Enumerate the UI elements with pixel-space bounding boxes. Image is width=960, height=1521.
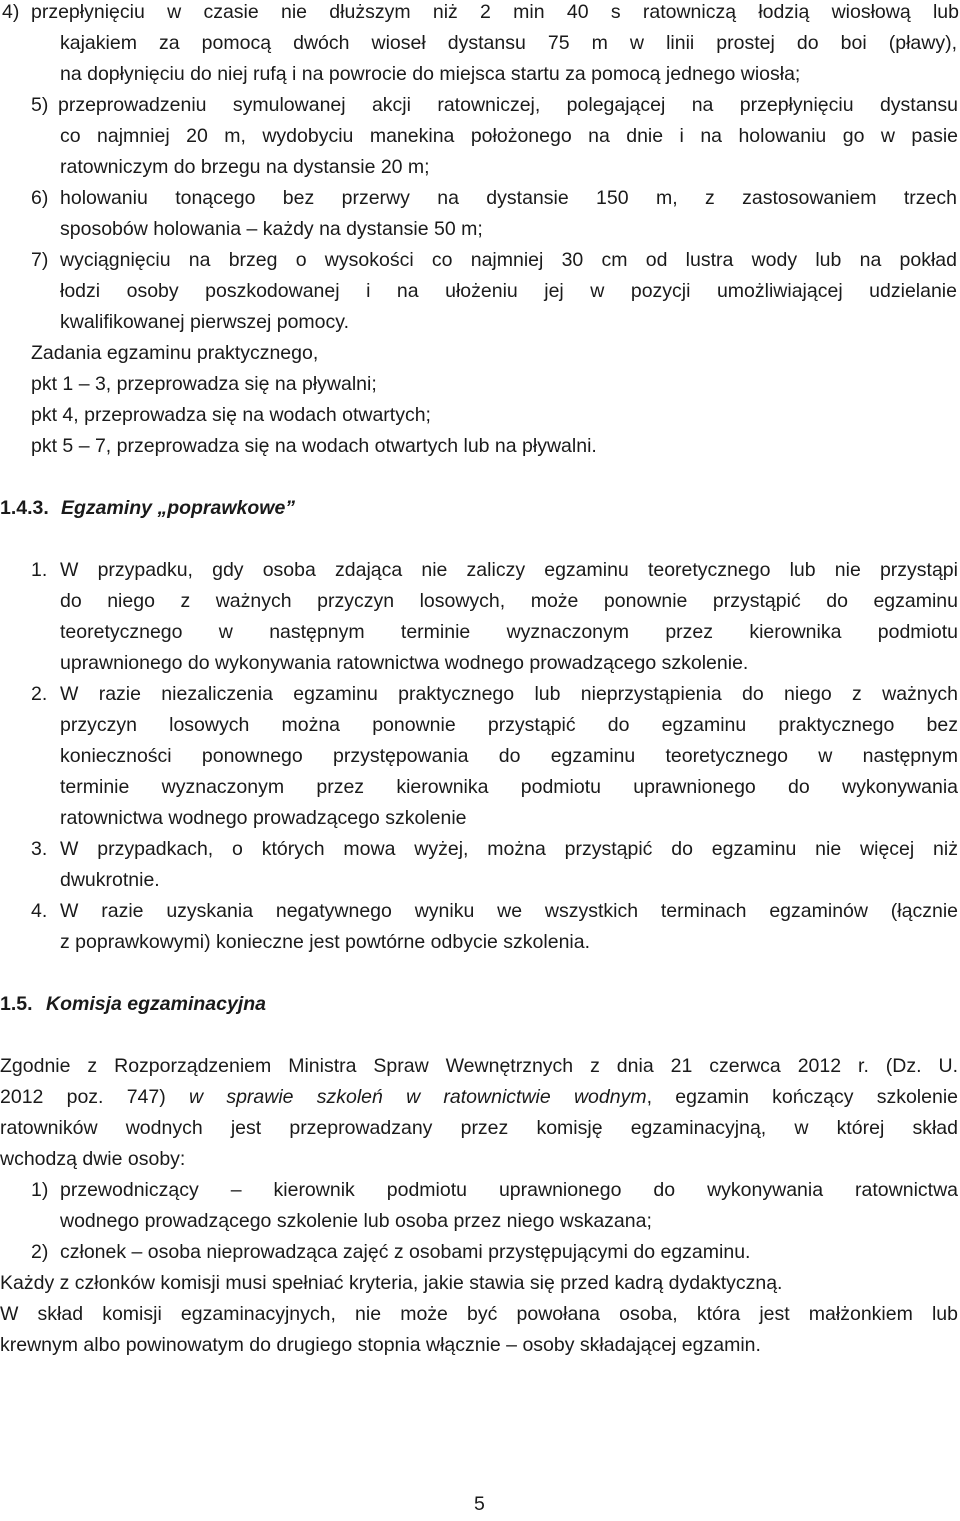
section-number: 1.4.3.	[0, 497, 49, 519]
list-item-text: członek – osoba nieprowadząca zajęć z osobami przystępującymi do egzaminu.	[60, 1241, 751, 1263]
list-item-label: 2)	[31, 1241, 49, 1263]
tasks-heading: Zadania egzaminu praktycznego,	[31, 342, 319, 364]
list-item-text: kwalifikowanej pierwszej pomocy.	[60, 311, 349, 333]
list-item-label: 4)	[2, 1, 20, 23]
list-item-text: teoretycznego w następnym terminie wyznaczonym przez kierownika podmiotu	[60, 621, 958, 643]
list-item-text: wodnego prowadzącego szkolenie lub osoba przez niego wskazana;	[60, 1210, 652, 1232]
list-item-text: W przypadkach, o których mowa wyżej, można przystąpić do egzaminu nie więcej niż	[60, 838, 958, 860]
list-item-text: dwukrotnie.	[60, 869, 160, 891]
regulation-title: w sprawie szkoleń w ratownictwie wodnym	[189, 1086, 647, 1108]
list-item-text: W przypadku, gdy osoba zdająca nie zaliczy egzaminu teoretycznego lub nie przystąpi	[60, 559, 958, 581]
list-item-text: wyciągnięciu na brzeg o wysokości co najmniej 30 cm od lustra wody lub na pokład	[60, 249, 957, 271]
list-item-text: holowaniu tonącego bez przerwy na dystansie 150 m, z zastosowaniem trzech	[60, 187, 957, 209]
page-number: 5	[474, 1493, 485, 1515]
paragraph-line: Każdy z członków komisji musi spełniać kryteria, jakie stawia się przed kadrą dydaktyczną.	[0, 1272, 783, 1294]
list-item-text: łodzi osoby poszkodowanej i na ułożeniu jej w pozycji umożliwiającej udzielanie	[60, 280, 957, 302]
paragraph-line: wchodzą dwie osoby:	[0, 1148, 186, 1170]
list-item-text: co najmniej 20 m, wydobyciu manekina położonego na dnie i na holowaniu go w pasie	[60, 125, 958, 147]
list-item-label: 7)	[31, 249, 49, 271]
list-item-text: na dopłynięciu do niej rufą i na powrocie do miejsca startu za pomocą jednego wiosła;	[60, 63, 801, 85]
list-item-text: sposobów holowania – każdy na dystansie 50 m;	[60, 218, 483, 240]
section-number: 1.5.	[0, 993, 33, 1015]
list-item-text: kajakiem za pomocą dwóch wioseł dystansu 75 m w linii prostej do boi (pławy),	[60, 32, 957, 54]
list-item-text: przeprowadzeniu symulowanej akcji ratowniczej, polegającej na przepłynięciu dystansu	[58, 94, 958, 116]
list-item-label: 1.	[31, 559, 48, 581]
list-item-label: 6)	[31, 187, 49, 209]
section-title: Egzaminy „poprawkowe”	[61, 497, 296, 519]
tasks-line: pkt 1 – 3, przeprowadza się na pływalni;	[31, 373, 377, 395]
list-item-text: W razie uzyskania negatywnego wyniku we wszystkich terminach egzaminów (łącznie	[60, 900, 958, 922]
section-title: Komisja egzaminacyjna	[46, 993, 267, 1015]
paragraph-line-mixed	[0, 1085, 958, 1109]
paragraph-text: , egzamin kończący szkolenie	[646, 1086, 958, 1108]
paragraph-line: Zgodnie z Rozporządzeniem Ministra Spraw Wewnętrznych z dnia 21 czerwca 2012 r. (Dz. U.	[0, 1055, 958, 1077]
list-item-text: ratownictwa wodnego prowadzącego szkolenie	[60, 807, 467, 829]
list-item-label: 1)	[31, 1179, 49, 1201]
list-item-text: przepłynięciu w czasie nie dłuższym niż 2 min 40 s ratowniczą łodzią wiosłową lub	[31, 1, 959, 23]
list-item-text: konieczności ponownego przystępowania do egzaminu teoretycznego w następnym	[60, 745, 958, 767]
list-item-text: z poprawkowymi) konieczne jest powtórne odbycie szkolenia.	[60, 931, 591, 953]
list-item-text: przyczyn losowych można ponownie przystąpić do egzaminu praktycznego bez	[60, 714, 958, 736]
list-item-text: ratowniczym do brzegu na dystansie 20 m;	[60, 156, 430, 178]
list-item-label: 3.	[31, 838, 48, 860]
list-item-text: uprawnionego do wykonywania ratownictwa wodnego prowadzącego szkolenie.	[60, 652, 749, 674]
list-item-text: przewodniczący – kierownik podmiotu uprawnionego do wykonywania ratownictwa	[60, 1179, 958, 1201]
list-item-label: 2.	[31, 683, 48, 705]
list-item-text: do niego z ważnych przyczyn losowych, może ponownie przystąpić do egzaminu	[60, 590, 958, 612]
tasks-line: pkt 5 – 7, przeprowadza się na wodach otwartych lub na pływalni.	[31, 435, 597, 457]
list-item-label: 4.	[31, 900, 48, 922]
list-item-text: terminie wyznaczonym przez kierownika podmiotu uprawnionego do wykonywania	[60, 776, 958, 798]
paragraph-line: ratowników wodnych jest przeprowadzany przez komisję egzaminacyjną, w której skład	[0, 1117, 958, 1139]
tasks-line: pkt 4, przeprowadza się na wodach otwartych;	[31, 404, 431, 426]
paragraph-line: krewnym albo powinowatym do drugiego stopnia włącznie – osoby składającej egzamin.	[0, 1334, 761, 1356]
citation-text: 2012 poz. 747)	[0, 1086, 166, 1108]
list-item-text: W razie niezaliczenia egzaminu praktycznego lub nieprzystąpienia do niego z ważnych	[60, 683, 958, 705]
paragraph-line: W skład komisji egzaminacyjnych, nie może być powołana osoba, która jest małżonkiem lub	[0, 1303, 958, 1325]
list-item-label: 5)	[31, 94, 49, 116]
